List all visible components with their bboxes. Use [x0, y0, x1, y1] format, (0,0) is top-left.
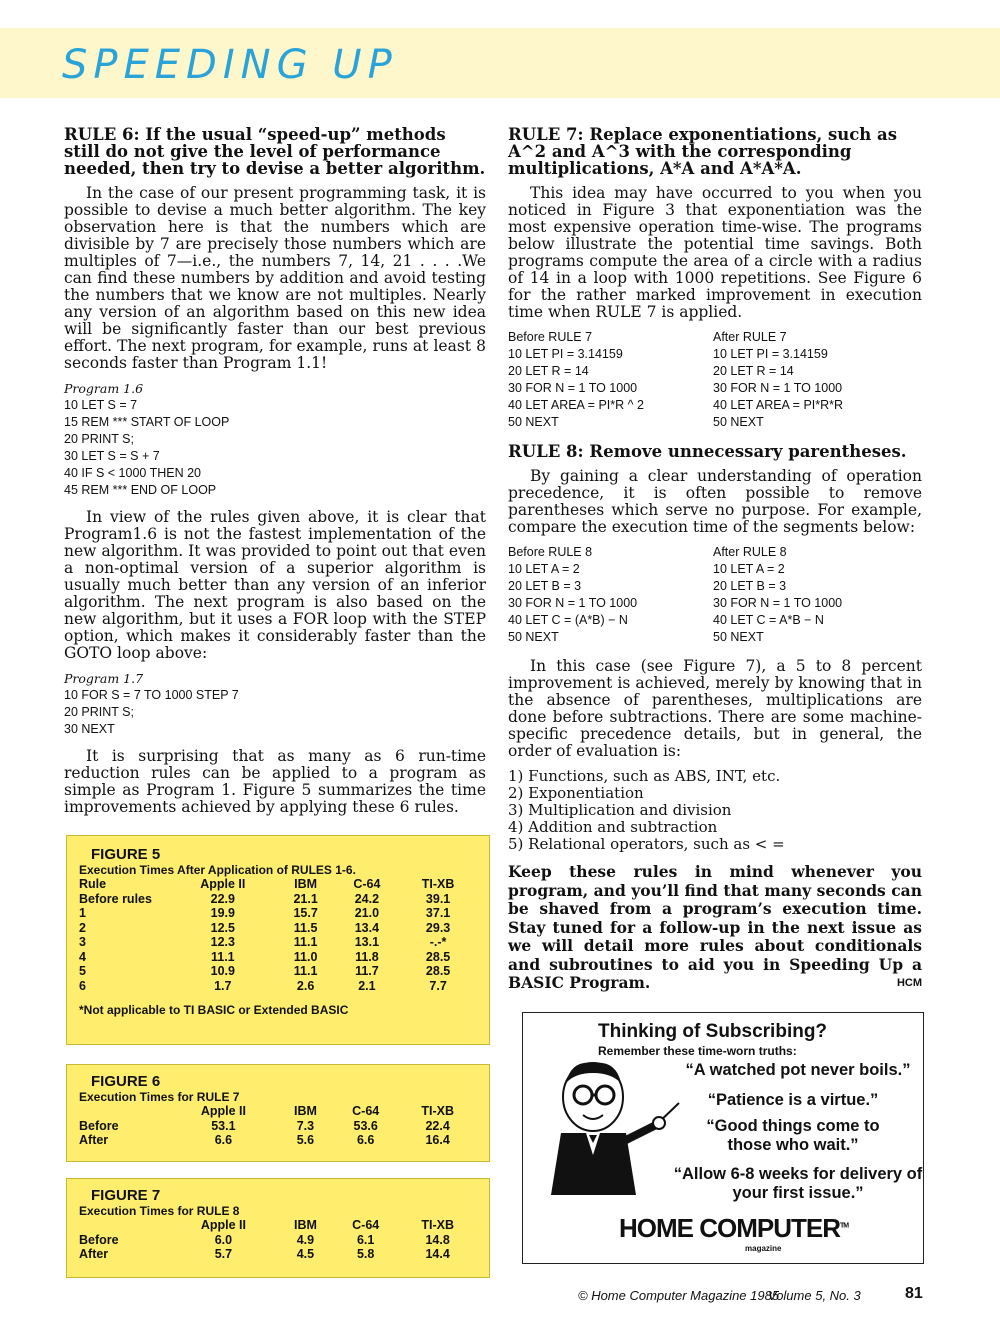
rule6-paragraph-3: It is surprising that as many as 6 run-time reduction rules can be applied to a program as simple as Program 1. Figure 5 summarizes the time improvements achieved by applying these 6 rules.	[64, 747, 486, 816]
table-row	[79, 921, 477, 936]
column-header	[79, 1218, 169, 1233]
table-cell: 14.4	[425, 1247, 450, 1261]
rule7-programs	[508, 329, 922, 431]
rule6-title: If the usual “speed-up” methods still do not give the level of performance needed, then try to devise a better algorithm.	[64, 125, 486, 178]
table-row	[79, 1133, 477, 1148]
table-cell: 11.8	[355, 949, 379, 964]
table-row	[79, 950, 477, 965]
left-column	[64, 126, 486, 824]
column-header: C-64	[352, 1104, 380, 1118]
table-cell: Before rules	[79, 891, 152, 906]
page-number: 81	[905, 1285, 923, 1302]
figure-5	[66, 835, 490, 1045]
table-cell: 3	[79, 935, 86, 949]
right-column	[508, 126, 922, 993]
table-cell: 6.0	[214, 1232, 233, 1247]
code-line: 40 LET AREA = PI*R*R	[713, 398, 844, 412]
rule7-heading	[508, 126, 922, 177]
table-cell: 53.1	[211, 1118, 236, 1133]
table-cell: 5.6	[296, 1133, 315, 1147]
column-header: TI-XB	[421, 1218, 454, 1232]
table-cell: 15.7	[293, 906, 318, 920]
figure-5-title: FIGURE 5	[91, 846, 161, 863]
table-cell: 4	[79, 949, 86, 964]
code-line: 40 LET AREA = PI*R ^ 2	[508, 398, 644, 412]
column-header: IBM	[294, 877, 318, 891]
code-line: 10 LET PI = 3.14159	[508, 347, 623, 361]
closing-text: Keep these rules in mind whenever you program, and you’ll find that many seconds can be shaved from a program’s execution time. Stay tuned for a follow-up in the next issue as we will detail more rules about conditionals and subroutines to aid you in Speeding Up a BASIC Program.	[508, 862, 922, 992]
code-line: 30 FOR N = 1 TO 1000	[713, 596, 843, 610]
table-row	[79, 1119, 477, 1134]
logo-subtext: magazine	[745, 1244, 782, 1253]
table-cell: 11.5	[293, 920, 318, 935]
list-item: 1) Functions, such as ABS, INT, etc.	[508, 767, 781, 785]
table-cell: After	[79, 1133, 109, 1147]
professor-cartoon-icon	[531, 1055, 681, 1205]
column-header: Rule	[79, 877, 107, 891]
table-cell: 5.8	[356, 1247, 375, 1261]
code-line: 40 LET C = A*B − N	[713, 613, 824, 627]
table-cell: 11.1	[210, 949, 235, 964]
code-line: 20 LET B = 3	[713, 579, 787, 593]
closing-paragraph	[508, 863, 922, 993]
code-line: 45 REM *** END OF LOOP	[64, 483, 217, 497]
table-cell: 19.9	[210, 906, 235, 920]
hcm-signoff: HCM	[896, 977, 922, 989]
column-header: Apple II	[200, 877, 246, 891]
column-header: C-64	[353, 877, 381, 891]
precedence-list	[508, 768, 922, 853]
code-line: After RULE 8	[713, 545, 787, 559]
list-item: 2) Exponentiation	[508, 784, 644, 802]
list-item: 4) Addition and subtraction	[508, 818, 718, 836]
table-cell: 10.9	[210, 964, 235, 978]
code-line: 10 FOR S = 7 TO 1000 STEP 7	[64, 688, 239, 702]
column-header	[79, 1104, 169, 1119]
rule8-programs	[508, 544, 922, 646]
program-1-6-title: Program 1.6	[64, 381, 144, 396]
rule6-paragraph-2: In view of the rules given above, it is clear that Program1.6 is not the fastest implementation of the new algorithm. It was provided to point out that even a non-optimal version of a superior algorithm is usually much better than any version of an inferior algorithm. The next program is also based on the new algorithm, but it uses a FOR loop with the STEP option, which makes it considerably faster than the GOTO loop above:	[64, 508, 486, 662]
table-cell: 2.1	[358, 978, 376, 993]
code-line: 30 LET S = S + 7	[64, 449, 160, 463]
list-item: 5) Relational operators, such as < =	[508, 835, 785, 853]
table-cell: 37.1	[425, 906, 451, 920]
table-cell: 11.7	[355, 964, 379, 978]
column-header: C-64	[352, 1218, 380, 1232]
table-cell: 7.3	[296, 1118, 315, 1133]
table-cell: 13.1	[354, 935, 380, 949]
ad-quote: “Allow 6-8 weeks for delivery of your first issue.”	[673, 1165, 923, 1202]
table-cell: 12.3	[210, 935, 235, 949]
code-line: 50 NEXT	[508, 630, 559, 644]
code-line: 10 LET S = 7	[64, 398, 138, 412]
table-cell: -.-*	[429, 935, 447, 949]
code-line: 10 LET PI = 3.14159	[713, 347, 828, 361]
rule6-label: RULE 6:	[64, 125, 140, 144]
table-row	[79, 1247, 477, 1262]
table-cell: 7.7	[429, 978, 447, 993]
table-cell: 21.0	[354, 906, 380, 920]
list-item: 3) Multiplication and division	[508, 801, 732, 819]
rule7-after-program	[713, 329, 918, 431]
table-cell: 22.4	[425, 1118, 450, 1133]
code-line: 30 FOR N = 1 TO 1000	[508, 596, 638, 610]
ad-quote: “Patience is a virtue.”	[707, 1091, 879, 1109]
code-line: 50 NEXT	[713, 415, 764, 429]
rule7-paragraph: This idea may have occurred to you when you noticed in Figure 3 that exponentiation was the most expensive operation time-wise. The programs below illustrate the potential time savings. Both programs compute the area of a circle with a radius of 14 in a loop with 1000 repetitions. See Figure 6 for the rather marked improvement in execution time when RULE 7 is applied.	[508, 184, 922, 321]
table-cell: Before	[79, 1232, 119, 1247]
code-line: 20 LET R = 14	[713, 364, 794, 378]
table-row	[79, 906, 477, 921]
code-line: 10 LET A = 2	[713, 562, 785, 576]
rule6-heading	[64, 126, 486, 177]
table-cell: 5.7	[214, 1247, 233, 1261]
section-title: SPEEDING UP	[62, 42, 398, 88]
code-line: 20 LET B = 3	[508, 579, 582, 593]
code-line: 15 REM *** START OF LOOP	[64, 415, 230, 429]
figure-7-title: FIGURE 7	[91, 1187, 161, 1204]
figure-6-title: FIGURE 6	[91, 1073, 161, 1090]
code-line: 10 LET A = 2	[508, 562, 580, 576]
code-line: 50 NEXT	[713, 630, 764, 644]
figure-7	[66, 1178, 490, 1278]
table-cell: After	[79, 1247, 109, 1261]
code-line: 30 FOR N = 1 TO 1000	[713, 381, 843, 395]
figure-7-subtitle: Execution Times for RULE 8	[79, 1204, 240, 1218]
rule7-title: Replace exponentiations, such as A^2 and A^3 with the corresponding multiplications, A*A and A*A*A.	[508, 125, 898, 178]
program-1-7	[64, 670, 486, 738]
table-cell: 11.1	[293, 964, 318, 978]
table-cell: 12.5	[210, 920, 235, 935]
logo-text: HOME COMPUTER	[619, 1213, 840, 1243]
table-cell: 28.5	[425, 949, 451, 964]
table-cell: 6.1	[356, 1232, 375, 1247]
code-line: Before RULE 7	[508, 330, 593, 344]
table-cell: 22.9	[210, 891, 235, 906]
figure-6-subtitle: Execution Times for RULE 7	[79, 1090, 240, 1104]
code-line: 50 NEXT	[508, 415, 559, 429]
column-header: IBM	[293, 1218, 317, 1232]
code-line: 40 LET C = (A*B) − N	[508, 613, 628, 627]
table-cell: 11.1	[293, 935, 318, 949]
code-line: Before RULE 8	[508, 545, 593, 559]
code-line: 30 FOR N = 1 TO 1000	[508, 381, 638, 395]
table-cell: 5	[79, 964, 86, 978]
figure-5-subtitle: Execution Times After Application of RULES 1-6.	[79, 863, 356, 877]
table-row	[79, 1233, 477, 1248]
rule7-before-program	[508, 329, 713, 431]
rule8-paragraph-1: By gaining a clear understanding of operation precedence, it is often possible to remove parentheses which serve no purpose. For example, compare the execution time of the segments below:	[508, 467, 922, 536]
subscription-ad	[522, 1012, 924, 1264]
table-cell: 4.9	[296, 1232, 315, 1247]
figure-5-table	[79, 877, 477, 993]
table-row	[79, 935, 477, 950]
table-cell: 1.7	[214, 978, 232, 993]
ad-quote: “A watched pot never boils.”	[685, 1061, 911, 1079]
table-cell: 16.4	[425, 1133, 450, 1147]
table-cell: 6.6	[356, 1133, 375, 1147]
rule8-before-program	[508, 544, 713, 646]
table-cell: 39.1	[425, 891, 451, 906]
rule6-paragraph-1: In the case of our present programming task, it is possible to devise a much better algorithm. The key observation here is that the numbers which are divisible by 7 are precisely those numbers which are multiples of 7—i.e., the numbers 7, 14, 21 . . . .We can find these numbers by addition and avoid testing the numbers that we know are not multiples. Nearly any version of an algorithm based on this new idea will be significantly faster than our best previous effort. The next program, for example, runs at least 8 seconds faster than Program 1.1!	[64, 184, 486, 372]
home-computer-logo	[619, 1213, 848, 1244]
column-header: IBM	[293, 1104, 317, 1118]
table-cell: 11.0	[293, 949, 318, 964]
code-line: 40 IF S < 1000 THEN 20	[64, 466, 201, 480]
table-cell: 21.1	[293, 891, 318, 906]
figure-7-table	[79, 1218, 477, 1262]
table-cell: Before	[79, 1118, 119, 1133]
ad-title: Thinking of Subscribing?	[598, 1021, 828, 1042]
code-line: 20 PRINT S;	[64, 705, 134, 719]
rule8-heading	[508, 443, 922, 460]
table-cell: 13.4	[354, 920, 380, 935]
ad-quote: “Good things come to those who wait.”	[706, 1117, 880, 1154]
column-header: Apple II	[200, 1104, 246, 1118]
figure-6	[66, 1064, 490, 1162]
figure-6-table	[79, 1104, 477, 1148]
table-cell: 24.2	[354, 891, 380, 906]
table-row	[79, 979, 477, 994]
table-cell: 53.6	[353, 1118, 378, 1133]
ad-subtitle: Remember these time-worn truths:	[598, 1044, 797, 1058]
table-cell: 4.5	[296, 1247, 315, 1261]
footer-volume: Volume 5, No. 3	[768, 1288, 861, 1303]
code-line: After RULE 7	[713, 330, 787, 344]
table-cell: 14.8	[425, 1232, 450, 1247]
code-line: 20 LET R = 14	[508, 364, 589, 378]
table-row	[79, 964, 477, 979]
rule7-label: RULE 7:	[508, 125, 584, 144]
table-cell: 6	[79, 978, 86, 993]
table-cell: 6.6	[214, 1133, 233, 1147]
rule8-after-program	[713, 544, 918, 646]
program-1-6	[64, 380, 486, 499]
table-cell: 29.3	[425, 920, 451, 935]
table-row	[79, 892, 477, 907]
footer-copyright: © Home Computer Magazine 1985	[578, 1288, 780, 1303]
column-header: Apple II	[200, 1218, 246, 1232]
rule8-paragraph-2: In this case (see Figure 7), a 5 to 8 percent improvement is achieved, merely by knowing that in the absence of parentheses, multiplications are done before subtractions. There are some machine-specific precedence details, but in general, the order of evaluation is:	[508, 657, 922, 760]
table-cell: 2.6	[296, 978, 315, 993]
logo-tm: TM	[840, 1222, 849, 1230]
code-line: 20 PRINT S;	[64, 432, 134, 446]
code-line: 30 NEXT	[64, 722, 115, 736]
table-cell: 28.5	[425, 964, 451, 978]
column-header: TI-XB	[421, 1104, 454, 1118]
figure-5-note: *Not applicable to TI BASIC or Extended BASIC	[79, 1003, 349, 1017]
column-header: TI-XB	[421, 877, 455, 891]
rule8-title: Remove unnecessary parentheses.	[589, 442, 907, 461]
table-cell: 2	[79, 920, 86, 935]
rule8-label: RULE 8:	[508, 442, 584, 461]
table-cell: 1	[79, 906, 86, 920]
program-1-7-title: Program 1.7	[64, 671, 144, 686]
